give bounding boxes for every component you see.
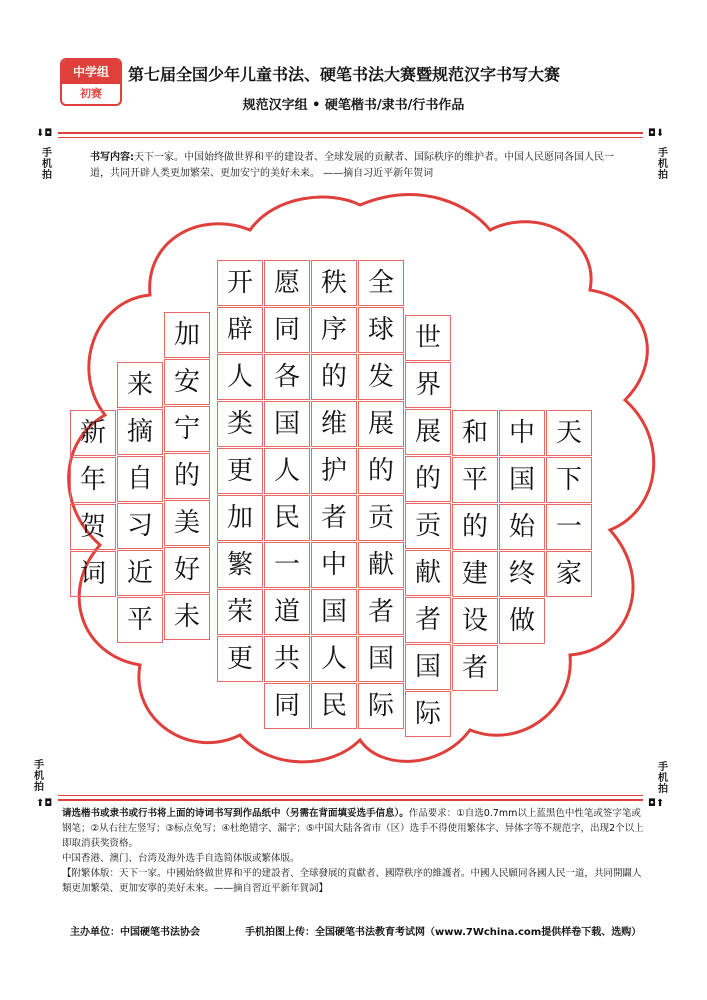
grid-character: 全 [367, 268, 394, 298]
grid-character: 同 [273, 315, 300, 345]
grid-cell [499, 457, 545, 503]
grid-cell [311, 401, 357, 447]
grid-character: 界 [414, 370, 441, 400]
grid-character: 国 [320, 597, 347, 627]
content-text: 天下一家。中国始终做世界和平的建设者、全球发展的贡献者、国际秩序的维护者。中国人民愿同各国人民一道，共同开辟人类更加繁荣、更加安宁的美好未来。 ——摘自习近平新年贺词 [90, 152, 614, 179]
grid-character: 年 [79, 465, 106, 495]
grid-cell [264, 542, 310, 588]
grid-cell [358, 307, 404, 353]
grid-cell [311, 448, 357, 494]
grid-cell [405, 456, 451, 502]
grid-character: 维 [320, 409, 347, 439]
grid-cell [164, 312, 210, 358]
grid-cell [70, 457, 116, 503]
grid-cell [217, 401, 263, 447]
grid-cell [358, 448, 404, 494]
grid-character: 天 [555, 418, 582, 448]
grid-character: 献 [414, 558, 441, 588]
grid-character: 献 [367, 550, 394, 580]
grid-character: 的 [461, 512, 488, 542]
grid-cell [164, 453, 210, 499]
footer-organizer: 主办单位：中国硬笔书法协会 [70, 927, 200, 938]
grid-character: 者 [461, 653, 488, 683]
grid-character: 民 [320, 691, 347, 721]
content-label: 书写内容: [90, 152, 134, 163]
grid-character: 终 [508, 559, 535, 589]
grid-cell [311, 636, 357, 682]
grid-cell [264, 307, 310, 353]
grid-cell [358, 683, 404, 729]
grid-cell [217, 542, 263, 588]
camera-icon: ◘⬆ [648, 798, 665, 809]
grid-character: 秩 [320, 268, 347, 298]
grid-cell [358, 260, 404, 306]
grid-character: 下 [555, 465, 582, 495]
grid-character: 贺 [79, 512, 106, 542]
grid-character: 平 [126, 605, 153, 635]
camera-icon: ◘⬇ [648, 128, 665, 139]
grid-character: 际 [414, 699, 441, 729]
grid-character: 中 [320, 550, 347, 580]
grid-cell [499, 551, 545, 597]
grid-cell [264, 354, 310, 400]
instructions [62, 806, 647, 896]
grid-cell [311, 354, 357, 400]
grid-character: 者 [367, 597, 394, 627]
grid-cell [405, 503, 451, 549]
bottom-rule-thin [58, 795, 643, 796]
grid-cell [452, 551, 498, 597]
camera-icon: ⬇◘ [36, 128, 53, 139]
grid-cell [117, 362, 163, 408]
grid-character: 展 [414, 417, 441, 447]
grid-cell [452, 410, 498, 456]
grid-character: 类 [226, 409, 253, 439]
grid-cell [358, 636, 404, 682]
grid-character: 共 [273, 644, 300, 674]
grid-character: 开 [226, 268, 253, 298]
grid-cell [546, 504, 592, 550]
grid-cell [117, 550, 163, 596]
grid-cell [358, 354, 404, 400]
grid-character: 未 [173, 602, 200, 632]
grid-character: 一 [555, 512, 582, 542]
grid-cell [164, 406, 210, 452]
grid-cell [217, 354, 263, 400]
grid-character: 辟 [226, 315, 253, 345]
grid-character: 人 [226, 362, 253, 392]
grid-character: 世 [414, 323, 441, 353]
grid-cell [117, 456, 163, 502]
grid-character: 和 [461, 418, 488, 448]
grid-character: 者 [320, 503, 347, 533]
grid-character: 序 [320, 315, 347, 345]
grid-cell [311, 495, 357, 541]
grid-character: 的 [367, 456, 394, 486]
grid-cell [264, 589, 310, 635]
grid-character: 更 [226, 644, 253, 674]
grid-cell [405, 550, 451, 596]
grid-cell [405, 409, 451, 455]
grid-character: 加 [226, 503, 253, 533]
footer-upload: 手机拍图上传：全国硬笔书法教育考试网（www.7Wchina.com提供样卷下载、选购） [245, 927, 642, 938]
grid-character: 一 [273, 550, 300, 580]
grid-cell [358, 495, 404, 541]
grid-cell [358, 589, 404, 635]
grid-character: 平 [461, 465, 488, 495]
grid-cell [546, 551, 592, 597]
grid-cell [358, 401, 404, 447]
grid-character: 各 [273, 362, 300, 392]
grid-cell [70, 504, 116, 550]
side-label-bottom-right: 手机拍 [658, 762, 668, 795]
grid-character: 词 [79, 559, 106, 589]
grid-character: 的 [414, 464, 441, 494]
grid-cell [452, 598, 498, 644]
grid-cell [117, 597, 163, 643]
grid-character: 好 [173, 555, 200, 585]
grid-character: 人 [273, 456, 300, 486]
grid-cell [264, 495, 310, 541]
grid-character: 荣 [226, 597, 253, 627]
grid-cell [217, 260, 263, 306]
grid-character: 中 [508, 418, 535, 448]
grid-cell [452, 645, 498, 691]
grid-cell [499, 598, 545, 644]
bottom-rule [58, 799, 643, 801]
grid-character: 始 [508, 512, 535, 542]
grid-cell [70, 551, 116, 597]
grid-character: 国 [367, 644, 394, 674]
grid-cell [117, 409, 163, 455]
grid-character: 者 [414, 605, 441, 635]
grid-character: 建 [461, 559, 488, 589]
camera-icon: ⬆◘ [36, 798, 53, 809]
side-label-bottom-left: 手机拍 [34, 760, 44, 793]
grid-character: 摘 [126, 417, 153, 447]
grid-cell [217, 307, 263, 353]
grid-cell [217, 636, 263, 682]
grid-cell [311, 307, 357, 353]
grid-character: 道 [273, 597, 300, 627]
grid-character: 贡 [367, 503, 394, 533]
grid-cell [358, 542, 404, 588]
grid-character: 家 [555, 559, 582, 589]
grid-cell [405, 315, 451, 361]
grid-character: 发 [367, 362, 394, 392]
grid-character: 的 [320, 362, 347, 392]
grid-character: 的 [173, 461, 200, 491]
grid-character: 国 [414, 652, 441, 682]
grid-cell [311, 260, 357, 306]
grid-character: 际 [367, 691, 394, 721]
grid-cell [264, 448, 310, 494]
grid-cell [264, 401, 310, 447]
grid-cell [164, 594, 210, 640]
grid-character: 近 [126, 558, 153, 588]
instructions-note: 中国香港、澳门、台湾及海外选手自选简体版或繁体版。 [62, 853, 300, 864]
grid-character: 做 [508, 606, 535, 636]
grid-cell [164, 547, 210, 593]
grid-character: 护 [320, 456, 347, 486]
instructions-traditional: 【附繁体版：天下一家。中國始終做世界和平的建設者、全球發展的貢獻者、國際秩序的維護者。中國人民願同各國人民一道，共同開闢人類更加繁榮、更加安寧的美好未來。——摘自習近平新年賀詞】 [62, 868, 642, 894]
grid-character: 美 [173, 508, 200, 538]
grid-character: 愿 [273, 268, 300, 298]
badge-group: 中学组 [62, 60, 120, 84]
grid-cell [311, 589, 357, 635]
grid-cell [452, 457, 498, 503]
grid-cell [217, 495, 263, 541]
grid-character: 新 [79, 418, 106, 448]
instructions-rules: 作品要求：①自选0.7mm以上蓝黑色中性笔或签字笔或钢笔；②从右往左竖写；③标点免写；④杜绝错字、漏字；⑤中国大陆各省市（区）选手不得使用繁体字、异体字等不规范字，出现2个以上即取消获奖资格。 [62, 808, 644, 849]
grid-character: 宁 [173, 414, 200, 444]
grid-cell [405, 597, 451, 643]
grid-character: 自 [126, 464, 153, 494]
grid-cell [264, 683, 310, 729]
grid-character: 同 [273, 691, 300, 721]
grid-character: 加 [173, 320, 200, 350]
grid-cell [405, 362, 451, 408]
grid-cell [164, 500, 210, 546]
grid-character: 更 [226, 456, 253, 486]
instructions-lead: 请选楷书或隶书或行书将上面的诗词书写到作品纸中（另需在背面填妥选手信息）。 [62, 808, 409, 819]
grid-cell [546, 457, 592, 503]
side-label-top-left: 手机拍 [42, 148, 52, 181]
grid-cell [499, 410, 545, 456]
grid-cell [217, 589, 263, 635]
grid-character: 安 [173, 367, 200, 397]
page-title: 第七届全国少年儿童书法、硬笔书法大赛暨规范汉字书写大赛 [128, 65, 561, 84]
grid-character: 繁 [226, 550, 253, 580]
grid-cell [117, 503, 163, 549]
grid-character: 习 [126, 511, 153, 541]
grid-character: 人 [320, 644, 347, 674]
grid-character: 贡 [414, 511, 441, 541]
grid-character: 展 [367, 409, 394, 439]
grid-cell [499, 504, 545, 550]
grid-cell [311, 542, 357, 588]
grid-cell [405, 644, 451, 690]
badge-round: 初赛 [80, 87, 102, 100]
grid-cell [264, 260, 310, 306]
grid-cell [405, 691, 451, 737]
grid-character: 设 [461, 606, 488, 636]
grid-cell [217, 448, 263, 494]
grid-cell [264, 636, 310, 682]
grid-character: 民 [273, 503, 300, 533]
page-subtitle: 规范汉字组 • 硬笔楷书/隶书/行书作品 [242, 98, 465, 113]
grid-cell [311, 683, 357, 729]
grid-cell [164, 359, 210, 405]
grid-character: 国 [508, 465, 535, 495]
grid-character: 球 [367, 315, 394, 345]
grid-character: 来 [126, 370, 153, 400]
grid-character: 国 [273, 409, 300, 439]
grid-cell [546, 410, 592, 456]
grid-cell [70, 410, 116, 456]
side-label-top-right: 手机拍 [658, 148, 668, 181]
grid-cell [452, 504, 498, 550]
